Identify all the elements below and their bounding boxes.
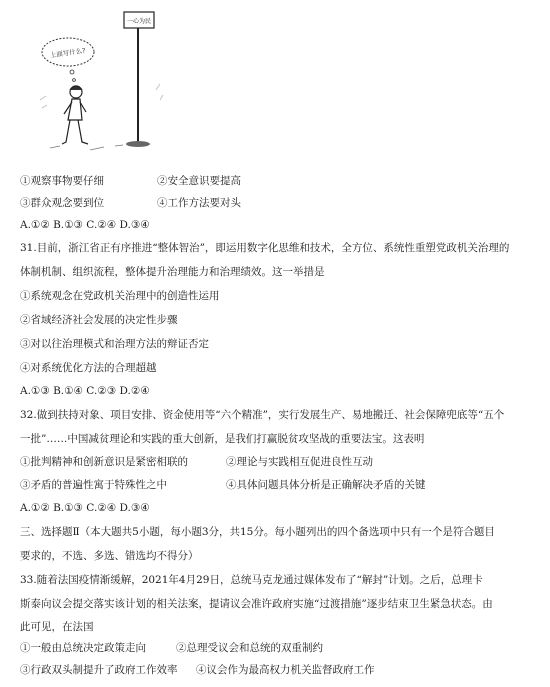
q33-stem-line-2: 斯泰向议会提交落实该计划的相关法案，提请议会准许政府实施“过渡措施”逐步结束卫生紧急状态。由 xyxy=(20,598,493,610)
speech-bubble-text: 上面写什么? xyxy=(49,46,87,60)
q32-option-4: ④具体问题具体分析是正确解决矛盾的关键 xyxy=(226,479,426,491)
q31-stem-line-2: 体制机制、组织流程，整体提升治理能力和治理绩效。这一举措是 xyxy=(20,266,325,278)
q30-option-1: ①观察事物要仔细 xyxy=(20,175,104,187)
q33-stem-line-1: 33.随着法国疫情渐缓解，2021年4月29日，总统马克龙通过媒体发布了“解封”计划。之后，总理卡 xyxy=(20,574,483,586)
ground-marks xyxy=(50,145,123,150)
q32-option-2: ②理论与实践相互促进良性互动 xyxy=(226,456,373,468)
section-3-heading-cont: 要求的，不选、多选、错选均不得分） xyxy=(20,550,199,562)
q33-option-4: ④议会作为最高权力机关监督政府工作 xyxy=(196,664,375,676)
q33-option-1: ①一般由总统决定政策走向 xyxy=(20,642,146,654)
q31-stem-line-1: 31.目前，浙江省正有序推进“整体智治”，即运用数字化思维和技术，全方位、系统性重塑党政机关治理的 xyxy=(20,242,510,254)
q32-option-1: ①批判精神和创新意识是紧密相联的 xyxy=(20,456,188,468)
person-figure xyxy=(62,86,88,144)
q32-stem-line-1: 32.做到扶持对象、项目安排、资金使用等“六个精准”，实行发展生产、易地搬迁、社会保障兜底等“五个 xyxy=(20,409,505,421)
q33-stem-line-3: 此可见，在法国 xyxy=(20,621,94,633)
background-marks xyxy=(40,84,163,108)
signpost-text: 一心为民 xyxy=(126,18,152,25)
q30-option-2: ②安全意识要提高 xyxy=(157,175,241,187)
q33-option-2: ②总理受议会和总统的双重制约 xyxy=(176,642,323,654)
thought-dot-2 xyxy=(73,79,76,82)
q30-option-4: ④工作方法要对头 xyxy=(157,197,241,209)
q31-option-4: ④对系统优化方法的合理超越 xyxy=(20,362,157,374)
q31-choices: A.①③ B.①④ C.②③ D.②④ xyxy=(20,385,150,397)
signpost-base xyxy=(126,141,150,147)
thought-dot-1 xyxy=(70,70,74,74)
q31-option-1: ①系统观念在党政机关治理中的创造性运用 xyxy=(20,290,220,302)
q31-option-3: ③对以往治理模式和治理方法的辩证否定 xyxy=(20,338,209,350)
section-3-heading: 三、选择题Ⅱ（本大题共5小题，每小题3分，共15分。每小题列出的四个备选项中只有一个是符合题目 xyxy=(20,526,495,538)
q30-choices: A.①② B.①③ C.②④ D.③④ xyxy=(20,219,150,231)
q32-choices: A.①② B.①③ C.②④ D.③④ xyxy=(20,502,150,514)
q32-stem-line-2: 一批”……中国减贫理论和实践的重大创新，是我们打赢脱贫攻坚战的重要法宝。这表明 xyxy=(20,433,425,445)
q33-option-3: ③行政双头制提升了政府工作效率 xyxy=(20,664,178,676)
q32-option-3: ③矛盾的普遍性寓于特殊性之中 xyxy=(20,479,167,491)
cartoon-illustration xyxy=(20,0,180,160)
q31-option-2: ②省域经济社会发展的决定性步骤 xyxy=(20,314,178,326)
q30-option-3: ③群众观念要到位 xyxy=(20,197,104,209)
